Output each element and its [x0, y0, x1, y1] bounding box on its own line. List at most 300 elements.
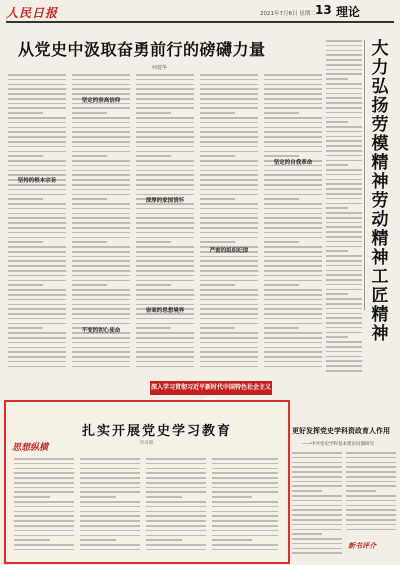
body-text-line [72, 260, 130, 262]
column-divider [364, 40, 365, 310]
body-text-line [8, 361, 66, 363]
body-text-line [80, 458, 140, 460]
body-text-line [292, 495, 342, 497]
body-text-line [212, 472, 278, 474]
body-text-line [72, 217, 130, 219]
body-text-line [326, 365, 362, 367]
body-text-line [72, 84, 130, 86]
body-text-line [326, 322, 362, 324]
body-text-line [200, 327, 235, 329]
body-text-line [264, 232, 322, 234]
body-text-line [326, 169, 362, 171]
body-text-line [72, 227, 130, 229]
body-text-line [326, 131, 362, 133]
body-text-line [136, 208, 194, 210]
body-text-line [146, 515, 206, 517]
body-text-line [212, 535, 278, 537]
body-text-line [8, 107, 66, 109]
body-text-line [264, 270, 322, 272]
body-text-line [200, 217, 258, 219]
body-text-line [326, 50, 362, 52]
body-text-line [264, 174, 322, 176]
body-text-line [200, 299, 258, 301]
body-text-line [264, 323, 322, 325]
body-text-line [264, 275, 322, 277]
body-text-line [200, 256, 258, 258]
body-text-line [136, 270, 194, 272]
body-text-line [136, 356, 194, 358]
body-text-line [8, 313, 66, 315]
body-text-line [292, 538, 342, 540]
body-text-line [14, 520, 74, 522]
body-text-line [72, 342, 130, 344]
body-text-line [136, 184, 194, 186]
body-text-line [136, 79, 194, 81]
body-text-line [72, 179, 130, 181]
body-text-line [326, 183, 362, 185]
body-text-line [136, 117, 194, 119]
body-text-line [136, 366, 194, 368]
body-text-line [136, 136, 194, 138]
body-text-line [292, 471, 342, 473]
body-text-line [8, 213, 66, 215]
body-text-line [326, 341, 362, 343]
body-text-line [80, 515, 140, 517]
body-text-line [8, 260, 66, 262]
body-text-line [200, 88, 258, 90]
body-text-line [200, 103, 258, 105]
body-text-line [264, 260, 322, 262]
body-text-line [8, 84, 66, 86]
body-text-line [264, 127, 322, 129]
body-text-line [146, 539, 182, 541]
body-text-line [264, 308, 322, 310]
body-text-line [72, 93, 130, 95]
body-text-line [14, 530, 74, 532]
body-text-line [200, 117, 258, 119]
book-review-column-2 [346, 452, 396, 538]
body-text-line [136, 194, 194, 196]
body-text-line [326, 102, 362, 104]
body-text-line [8, 203, 66, 205]
book-review-logo: 新书评介 [348, 541, 376, 550]
body-text-line [8, 93, 66, 95]
body-text-line [264, 256, 322, 258]
body-text-line [326, 126, 362, 128]
body-text-line [326, 97, 362, 99]
body-text-line [200, 347, 258, 349]
subhead-7: 不变的初心使命 [81, 328, 121, 334]
body-text-line [8, 141, 66, 143]
body-text-line [326, 346, 362, 348]
body-text-line [136, 160, 194, 162]
body-text-line [136, 251, 194, 253]
body-text-line [346, 485, 396, 487]
body-text-line [14, 506, 74, 508]
body-text-line [14, 463, 74, 465]
body-text-line [14, 477, 74, 479]
body-text-line [8, 198, 43, 200]
body-text-line [292, 481, 342, 483]
body-text-line [346, 481, 396, 483]
body-text-line [136, 241, 171, 243]
body-text-line [200, 141, 258, 143]
body-text-line [200, 174, 258, 176]
body-text-line [264, 337, 322, 339]
body-text-line [200, 356, 258, 358]
body-text-line [8, 308, 66, 310]
body-text-line [80, 511, 140, 513]
body-text-line [212, 463, 278, 465]
body-text-line [72, 337, 130, 339]
body-text-line [136, 213, 194, 215]
body-text-line [264, 88, 322, 90]
body-text-line [8, 98, 66, 100]
body-text-line [264, 103, 322, 105]
body-text-line [200, 184, 258, 186]
body-text-line [200, 165, 258, 167]
body-text-line [264, 112, 299, 114]
body-text-line [8, 79, 66, 81]
body-text-line [136, 237, 194, 239]
body-text-line [200, 155, 235, 157]
body-text-line [8, 342, 66, 344]
body-text-line [80, 496, 116, 498]
main-article-column-3 [136, 74, 194, 374]
body-text-line [72, 88, 130, 90]
body-text-line [200, 131, 258, 133]
body-text-line [264, 170, 322, 172]
body-text-line [212, 525, 278, 527]
body-text-line [264, 131, 322, 133]
body-text-line [264, 246, 322, 248]
body-text-line [326, 174, 362, 176]
body-text-line [72, 289, 130, 291]
body-text-line [8, 251, 66, 253]
body-text-line [80, 491, 140, 493]
body-text-line [292, 552, 342, 554]
body-text-line [146, 511, 206, 513]
body-text-line [146, 530, 206, 532]
body-text-line [72, 351, 130, 353]
subhead-3: 深厚的家国情怀 [145, 198, 185, 204]
body-text-line [326, 78, 348, 80]
body-text-line [72, 232, 130, 234]
body-text-line [146, 520, 206, 522]
body-text-line [326, 117, 362, 119]
body-text-line [292, 533, 322, 535]
body-text-line [264, 280, 322, 282]
body-text-line [326, 212, 362, 214]
theory-banner: 深入学习贯彻习近平新时代中国特色社会主义 [150, 381, 272, 395]
body-text-line [264, 265, 322, 267]
body-text-line [326, 250, 348, 252]
body-text-line [200, 189, 258, 191]
body-text-line [8, 237, 66, 239]
body-text-line [264, 222, 322, 224]
body-text-line [72, 184, 130, 186]
body-text-line [136, 246, 194, 248]
body-text-line [200, 222, 258, 224]
body-text-line [264, 79, 322, 81]
body-text-line [264, 366, 322, 368]
body-text-line [8, 347, 66, 349]
body-text-line [326, 45, 362, 47]
body-text-line [72, 155, 107, 157]
body-text-line [8, 189, 66, 191]
page-number: 13 [315, 3, 332, 17]
body-text-line [200, 146, 258, 148]
body-text-line [72, 131, 130, 133]
body-text-line [346, 509, 396, 511]
body-text-line [346, 457, 396, 459]
body-text-line [146, 506, 206, 508]
body-text-line [14, 487, 74, 489]
body-text-line [326, 160, 362, 162]
body-text-line [346, 529, 396, 531]
body-text-line [264, 93, 322, 95]
body-text-line [292, 519, 342, 521]
body-text-line [326, 207, 348, 209]
body-text-line [200, 84, 258, 86]
body-text-line [8, 74, 66, 76]
body-text-line [264, 122, 322, 124]
body-text-line [326, 327, 362, 329]
body-text-line [14, 535, 74, 537]
body-text-line [146, 458, 206, 460]
body-text-line [200, 237, 258, 239]
body-text-line [72, 366, 130, 368]
body-text-line [200, 304, 258, 306]
body-text-line [212, 515, 278, 517]
body-text-line [326, 217, 362, 219]
body-text-line [212, 501, 278, 503]
body-text-line [326, 198, 362, 200]
body-text-line [136, 280, 194, 282]
main-article-byline: 何建华 [152, 65, 168, 71]
body-text-line [14, 491, 74, 493]
body-text-line [326, 193, 362, 195]
body-text-line [14, 496, 50, 498]
body-text-line [80, 506, 140, 508]
body-text-line [326, 112, 362, 114]
body-text-line [326, 241, 362, 243]
body-text-line [72, 136, 130, 138]
body-text-line [326, 274, 362, 276]
body-text-line [292, 466, 342, 468]
body-text-line [264, 351, 322, 353]
body-text-line [264, 227, 322, 229]
body-text-line [146, 468, 206, 470]
body-text-line [326, 150, 362, 152]
body-text-line [326, 293, 348, 295]
body-text-line [200, 122, 258, 124]
body-text-line [264, 237, 322, 239]
body-text-line [136, 327, 171, 329]
body-text-line [326, 145, 362, 147]
body-text-line [72, 198, 107, 200]
body-text-line [136, 146, 194, 148]
body-text-line [200, 213, 258, 215]
body-text-line [8, 165, 66, 167]
body-text-line [8, 323, 66, 325]
body-text-line [264, 146, 322, 148]
body-text-line [346, 476, 396, 478]
body-text-line [212, 549, 278, 551]
feature-column-3 [146, 458, 206, 554]
body-text-line [292, 529, 342, 531]
body-text-line [326, 317, 362, 319]
body-text-line [8, 318, 66, 320]
body-text-line [146, 487, 206, 489]
body-text-line [72, 74, 130, 76]
body-text-line [264, 194, 322, 196]
body-text-line [292, 514, 342, 516]
body-text-line [72, 318, 130, 320]
body-text-line [14, 515, 74, 517]
body-text-line [200, 260, 258, 262]
body-text-line [14, 482, 74, 484]
body-text-line [326, 83, 362, 85]
subhead-2: 坚持的根本宗旨 [17, 178, 57, 184]
body-text-line [72, 170, 130, 172]
body-text-line [326, 279, 362, 281]
body-text-line [200, 98, 258, 100]
feature-column-2 [80, 458, 140, 554]
body-text-line [346, 466, 396, 468]
body-text-line [212, 506, 278, 508]
body-text-line [264, 342, 322, 344]
body-text-line [292, 548, 342, 550]
body-text-line [72, 241, 107, 243]
body-text-line [212, 477, 278, 479]
body-text-line [264, 98, 322, 100]
body-text-line [8, 265, 66, 267]
body-text-line [200, 265, 258, 267]
body-text-line [326, 121, 348, 123]
body-text-line [264, 284, 299, 286]
body-text-line [200, 208, 258, 210]
body-text-line [200, 342, 258, 344]
body-text-line [326, 226, 362, 228]
body-text-line [346, 452, 396, 454]
body-text-line [346, 490, 376, 492]
body-text-line [200, 203, 258, 205]
body-text-line [212, 539, 252, 541]
body-text-line [264, 141, 322, 143]
body-text-line [80, 482, 140, 484]
body-text-line [200, 241, 235, 243]
body-text-line [72, 112, 107, 114]
body-text-line [264, 107, 322, 109]
body-text-line [8, 131, 66, 133]
body-text-line [326, 64, 362, 66]
body-text-line [136, 179, 194, 181]
body-text-line [292, 524, 342, 526]
body-text-line [14, 501, 74, 503]
body-text-line [200, 280, 258, 282]
body-text-line [8, 222, 66, 224]
body-text-line [80, 525, 140, 527]
body-text-line [72, 141, 130, 143]
body-text-line [72, 275, 130, 277]
body-text-line [212, 491, 278, 493]
body-text-line [326, 265, 362, 267]
body-text-line [72, 79, 130, 81]
body-text-line [72, 256, 130, 258]
body-text-line [72, 299, 130, 301]
body-text-line [8, 127, 66, 129]
body-text-line [80, 544, 140, 546]
body-text-line [136, 299, 194, 301]
body-text-line [146, 496, 182, 498]
body-text-line [264, 313, 322, 315]
body-text-line [212, 530, 278, 532]
book-review-subtitle: ——中共党史学科基本理论问题研究 [302, 442, 374, 447]
body-text-line [72, 270, 130, 272]
main-article-title: 从党史中汲取奋勇前行的磅礴力量 [18, 40, 266, 59]
body-text-line [136, 361, 194, 363]
body-text-line [326, 313, 362, 315]
body-text-line [136, 260, 194, 262]
body-text-line [14, 472, 74, 474]
body-text-line [146, 501, 206, 503]
body-text-line [136, 74, 194, 76]
body-text-line [264, 332, 322, 334]
body-text-line [136, 351, 194, 353]
body-text-line [264, 189, 322, 191]
body-text-line [264, 151, 322, 153]
body-text-line [326, 270, 362, 272]
body-text-line [200, 366, 258, 368]
body-text-line [8, 327, 43, 329]
body-text-line [326, 336, 348, 338]
body-text-line [72, 165, 130, 167]
book-review-column-1 [292, 452, 342, 558]
body-text-line [200, 107, 258, 109]
body-text-line [146, 472, 206, 474]
body-text-line [72, 308, 130, 310]
body-text-line [8, 256, 66, 258]
body-text-line [264, 84, 322, 86]
body-text-line [264, 179, 322, 181]
body-text-line [136, 141, 194, 143]
main-article-column-4 [200, 74, 258, 374]
body-text-line [200, 275, 258, 277]
body-text-line [200, 227, 258, 229]
body-text-line [264, 136, 322, 138]
body-text-line [200, 351, 258, 353]
body-text-line [72, 122, 130, 124]
body-text-line [326, 54, 362, 56]
body-text-line [200, 79, 258, 81]
subhead-5: 崇高的思想境界 [145, 308, 185, 314]
body-text-line [200, 232, 258, 234]
body-text-line [8, 160, 66, 162]
body-text-line [200, 194, 258, 196]
section-name: 理论 [336, 5, 361, 19]
body-text-line [292, 457, 342, 459]
body-text-line [136, 337, 194, 339]
body-text-line [326, 370, 362, 372]
body-text-line [200, 160, 258, 162]
body-text-line [200, 337, 258, 339]
body-text-line [326, 231, 362, 233]
main-article-column-1 [8, 74, 66, 374]
body-text-line [146, 549, 206, 551]
body-text-line [292, 476, 342, 478]
body-text-line [200, 170, 258, 172]
